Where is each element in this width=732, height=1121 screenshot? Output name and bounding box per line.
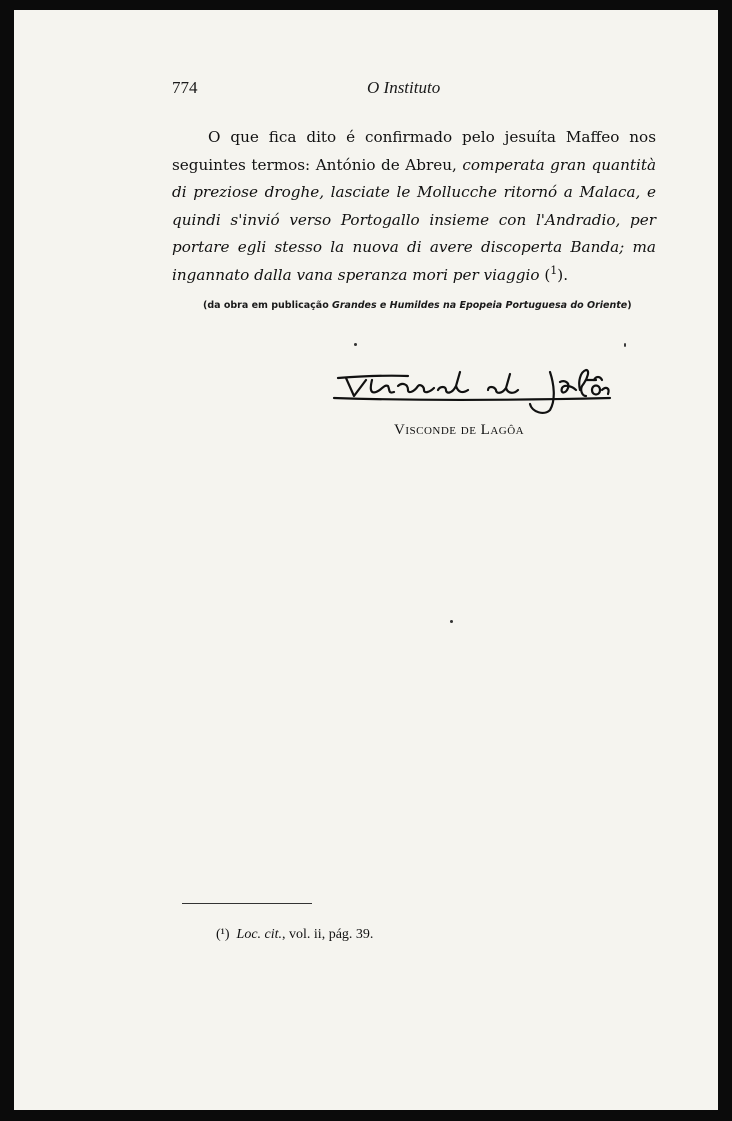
footnote-divider (182, 903, 312, 904)
source-work-title: Grandes e Humildes na Epopeia Portuguesa do Oriente (332, 300, 628, 311)
paragraph-intro: O que fica dito é confirmado pelo jesuíta Maffeo nos seguintes termos: António de Abreu, (172, 128, 656, 174)
footnote-ref-close: ). (557, 265, 569, 284)
footnote-ref-number: 1 (550, 263, 558, 277)
footnote-details: , vol. ii, pág. 39. (282, 927, 374, 942)
source-note (203, 300, 663, 311)
running-title: O Instituto (367, 78, 441, 97)
italian-quote: comperata gran quantità di preziose droghe, lasciate le Mollucche ritornó a Malaca, e quindi s'invió verso Portogallo insieme con l'Andradio, per portare egli stesso la nuova di avere discoperta Banda; ma ingannato dalla vana speranza mori per viaggio (172, 155, 656, 284)
body-paragraph-block (172, 124, 656, 289)
signer-name: Visconde de Lagôa (394, 422, 525, 438)
source-note-prefix: (da obra em publicação (203, 300, 333, 311)
page-number: 774 (172, 78, 198, 97)
scan-speck (624, 343, 626, 347)
body-paragraph (172, 124, 656, 289)
document-page (14, 10, 718, 1110)
source-note-suffix: ) (627, 300, 632, 311)
page-header (172, 78, 472, 102)
footnote-marker: (¹) (216, 927, 230, 942)
scan-speck (354, 343, 357, 346)
handwritten-signature (324, 356, 614, 416)
scan-speck (450, 620, 453, 623)
footnote-ref-open: ( (539, 265, 551, 284)
footnote-reference: Loc. cit. (236, 927, 283, 942)
footnote (216, 927, 373, 943)
